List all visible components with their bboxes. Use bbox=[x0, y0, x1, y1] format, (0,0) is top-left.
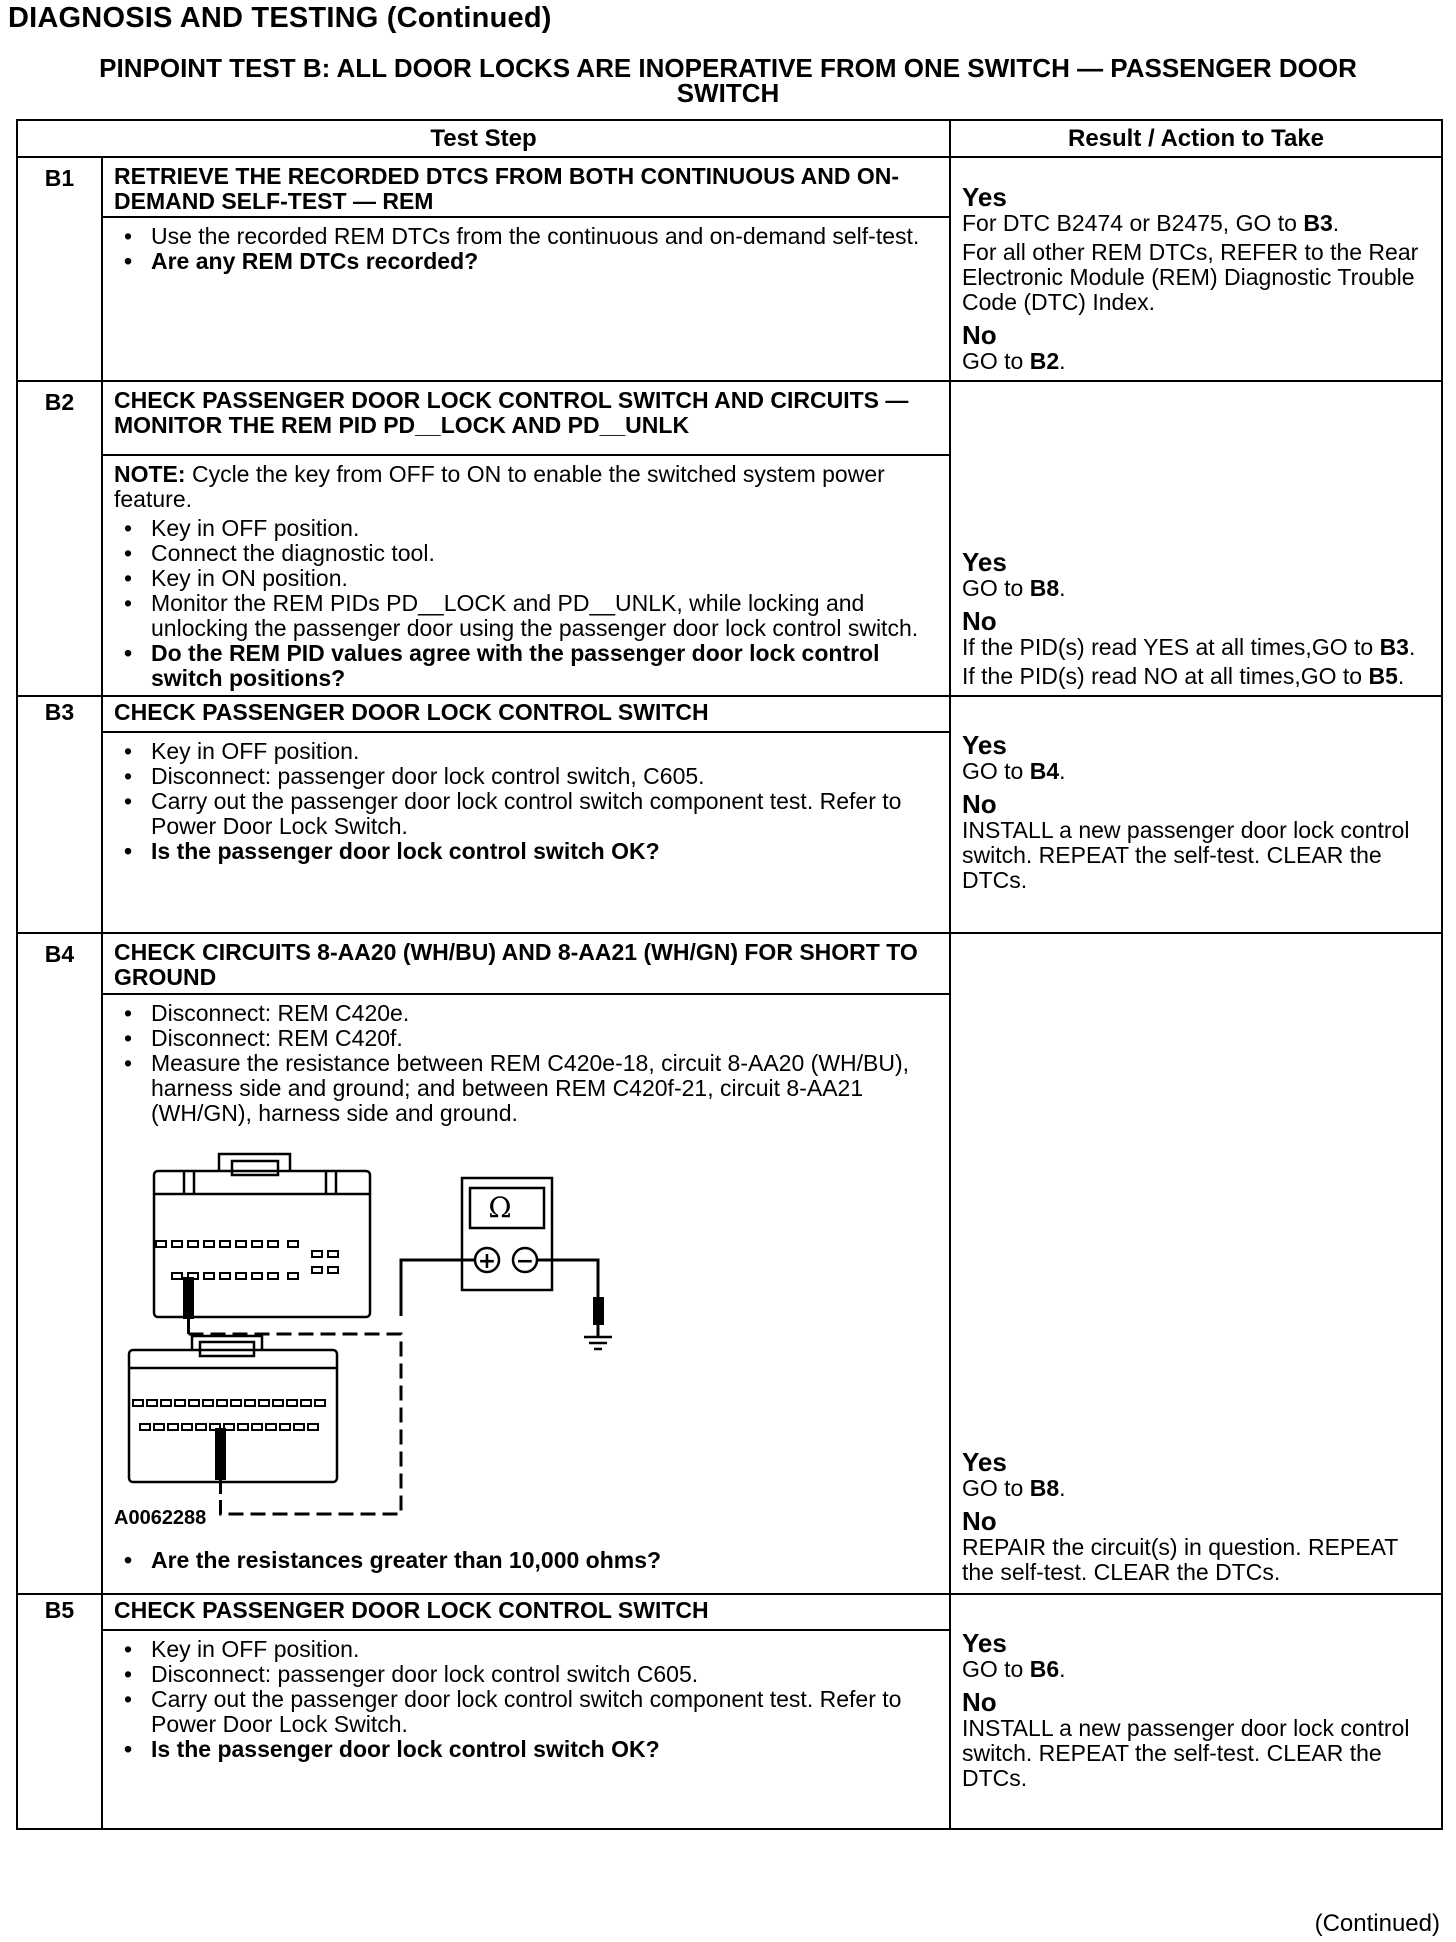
result-yes-action: For DTC B2474 or B2475, GO to B3. bbox=[962, 210, 1340, 236]
result-yes-label: Yes bbox=[962, 1628, 1007, 1658]
connector-c420f-cavities bbox=[133, 1400, 325, 1430]
step-b3-body bbox=[102, 732, 950, 933]
step-b1-title: RETRIEVE THE RECORDED DTCS FROM BOTH CONTINUOUS AND ON-DEMAND SELF-TEST — REM bbox=[102, 157, 950, 217]
step-b3-title-row bbox=[17, 696, 1442, 732]
probe-c420e-18 bbox=[184, 1278, 193, 1318]
result-no-action: INSTALL a new passenger door lock control switch. REPEAT the self-test. CLEAR the DTCs. bbox=[962, 1715, 1410, 1791]
step-bullet: • Carry out the passenger door lock control switch component test. Refer to Power Door Lock Switch. bbox=[114, 1687, 939, 1737]
step-b3-title: CHECK PASSENGER DOOR LOCK CONTROL SWITCH bbox=[102, 696, 950, 732]
step-id-b2: B2 bbox=[17, 381, 102, 696]
step-question: • Do the REM PID values agree with the passenger door lock control switch positions? bbox=[114, 641, 939, 691]
step-bullet: • Disconnect: passenger door lock control switch, C605. bbox=[114, 764, 939, 789]
connector-c420e-tab bbox=[232, 1161, 278, 1175]
step-b2-body bbox=[102, 455, 950, 696]
step-bullet: • Disconnect: REM C420f. bbox=[114, 1026, 939, 1051]
result-yes-action: GO to B6. bbox=[962, 1656, 1066, 1682]
ground-symbol bbox=[584, 1337, 612, 1349]
result-yes-label: Yes bbox=[962, 1447, 1007, 1477]
step-bullet: • Key in OFF position. bbox=[114, 516, 939, 541]
pinpoint-test-title-line1: PINPOINT TEST B: ALL DOOR LOCKS ARE INOPERATIVE FROM ONE SWITCH — PASSENGER DOOR bbox=[99, 53, 1357, 83]
step-question: • Are any REM DTCs recorded? bbox=[114, 249, 939, 274]
result-no-label: No bbox=[962, 320, 997, 350]
result-yes-action: GO to B8. bbox=[962, 575, 1066, 601]
step-b1-result bbox=[950, 157, 1442, 381]
probe-ground bbox=[594, 1298, 603, 1324]
result-no-label: No bbox=[962, 1687, 997, 1717]
step-id-b3: B3 bbox=[17, 696, 102, 933]
result-yes-label: Yes bbox=[962, 547, 1007, 577]
lead-positive-wire bbox=[401, 1260, 475, 1316]
step-b5-title: CHECK PASSENGER DOOR LOCK CONTROL SWITCH bbox=[102, 1594, 950, 1630]
step-bullet: • Key in OFF position. bbox=[114, 1637, 939, 1662]
result-no-label: No bbox=[962, 789, 997, 819]
step-b1-title-row bbox=[17, 157, 1442, 217]
step-question: • Is the passenger door lock control switch OK? bbox=[114, 839, 939, 864]
step-reference[interactable]: B5 bbox=[1368, 663, 1398, 689]
step-question: • Are the resistances greater than 10,000 ohms? bbox=[114, 1548, 939, 1573]
step-bullet: • Disconnect: REM C420e. bbox=[114, 1001, 939, 1026]
result-no-label: No bbox=[962, 606, 997, 636]
meter-minus-label: − bbox=[515, 1249, 535, 1274]
column-header-result: Result / Action to Take bbox=[950, 120, 1442, 157]
step-b2-title-row bbox=[17, 381, 1442, 455]
table-header-row bbox=[17, 120, 1442, 157]
step-b4-title-row bbox=[17, 933, 1442, 994]
result-no-action-2: If the PID(s) read NO at all times,GO to B5. bbox=[962, 663, 1405, 689]
step-bullet: • Key in ON position. bbox=[114, 566, 939, 591]
step-question: • Is the passenger door lock control switch OK? bbox=[114, 1737, 939, 1762]
probe-c420f-21 bbox=[216, 1429, 225, 1479]
step-b4-result bbox=[950, 933, 1442, 1594]
step-reference[interactable]: B3 bbox=[1303, 210, 1333, 236]
step-reference[interactable]: B8 bbox=[1029, 1475, 1060, 1501]
step-id-b1: B1 bbox=[17, 157, 102, 381]
step-b2-result bbox=[950, 381, 1442, 696]
step-b5-title-row bbox=[17, 1594, 1442, 1630]
step-bullet: • Carry out the passenger door lock control switch component test. Refer to Power Door Lock Switch. bbox=[114, 789, 939, 839]
step-reference[interactable]: B4 bbox=[1029, 758, 1060, 784]
meter-ohm-symbol: Ω bbox=[488, 1191, 512, 1224]
step-reference[interactable]: B2 bbox=[1029, 348, 1060, 374]
result-no-action: INSTALL a new passenger door lock control switch. REPEAT the self-test. CLEAR the DTCs. bbox=[962, 817, 1410, 893]
step-bullet: • Use the recorded REM DTCs from the continuous and on-demand self-test. bbox=[114, 224, 939, 249]
result-yes-label: Yes bbox=[962, 182, 1007, 212]
result-yes-label: Yes bbox=[962, 730, 1007, 760]
result-yes-action: GO to B4. bbox=[962, 758, 1066, 784]
meter-plus-label: + bbox=[477, 1249, 497, 1274]
step-id-b4: B4 bbox=[17, 933, 102, 1594]
step-reference[interactable]: B8 bbox=[1029, 575, 1060, 601]
step-bullet: • Connect the diagnostic tool. bbox=[114, 541, 939, 566]
result-yes-action-2: For all other REM DTCs, REFER to the Rear Electronic Module (REM) Diagnostic Trouble Code (DTC) Index. bbox=[962, 239, 1419, 315]
step-b4-body bbox=[102, 994, 950, 1594]
result-no-action: REPAIR the circuit(s) in question. REPEAT the self-test. CLEAR the DTCs. bbox=[962, 1534, 1398, 1585]
result-yes-action: GO to B8. bbox=[962, 1475, 1066, 1501]
step-reference[interactable]: B3 bbox=[1379, 634, 1409, 660]
result-no-action: GO to B2. bbox=[962, 348, 1066, 374]
connector-c420e-latch bbox=[219, 1154, 290, 1171]
step-bullet: • Monitor the REM PIDs PD__LOCK and PD__UNLK, while locking and unlocking the passenger door using the passenger door lock control switch. bbox=[114, 591, 939, 641]
page-heading: DIAGNOSIS AND TESTING (Continued) bbox=[8, 2, 552, 34]
wiring-diagram bbox=[114, 1142, 734, 1542]
pinpoint-test-title bbox=[18, 53, 1438, 108]
pinpoint-test-title-line2: SWITCH bbox=[676, 78, 780, 108]
step-bullet: • Measure the resistance between REM C420e-18, circuit 8-AA20 (WH/BU), harness side and ground; and between REM C420f-21, circuit 8-AA21 (WH/GN), harness side and ground. bbox=[114, 1051, 939, 1126]
lead-negative-wire bbox=[537, 1260, 598, 1298]
step-b2-title: CHECK PASSENGER DOOR LOCK CONTROL SWITCH AND CIRCUITS — MONITOR THE REM PID PD__LOCK AND PD__UNLK bbox=[102, 381, 950, 455]
result-no-label: No bbox=[962, 1506, 997, 1536]
step-note: NOTE: Cycle the key from OFF to ON to enable the switched system power feature. bbox=[114, 461, 885, 512]
step-b1-body bbox=[102, 217, 950, 381]
step-b5-result bbox=[950, 1594, 1442, 1829]
step-id-b5: B5 bbox=[17, 1594, 102, 1829]
step-b4-title: CHECK CIRCUITS 8-AA20 (WH/BU) AND 8-AA21 (WH/GN) FOR SHORT TO GROUND bbox=[102, 933, 950, 994]
step-b5-body bbox=[102, 1630, 950, 1829]
connector-c420f bbox=[129, 1350, 337, 1482]
figure-id: A0062288 bbox=[114, 1507, 207, 1529]
step-bullet: • Key in OFF position. bbox=[114, 739, 939, 764]
result-no-action-1: If the PID(s) read YES at all times,GO to B3. bbox=[962, 634, 1416, 660]
step-bullet: • Disconnect: passenger door lock control switch C605. bbox=[114, 1662, 939, 1687]
connector-c420e-cavities bbox=[156, 1241, 338, 1279]
pinpoint-test-table bbox=[16, 119, 1443, 1830]
step-b3-result bbox=[950, 696, 1442, 933]
column-header-test-step: Test Step bbox=[17, 120, 950, 157]
step-reference[interactable]: B6 bbox=[1029, 1656, 1060, 1682]
continued-label: (Continued) bbox=[1314, 1910, 1440, 1937]
